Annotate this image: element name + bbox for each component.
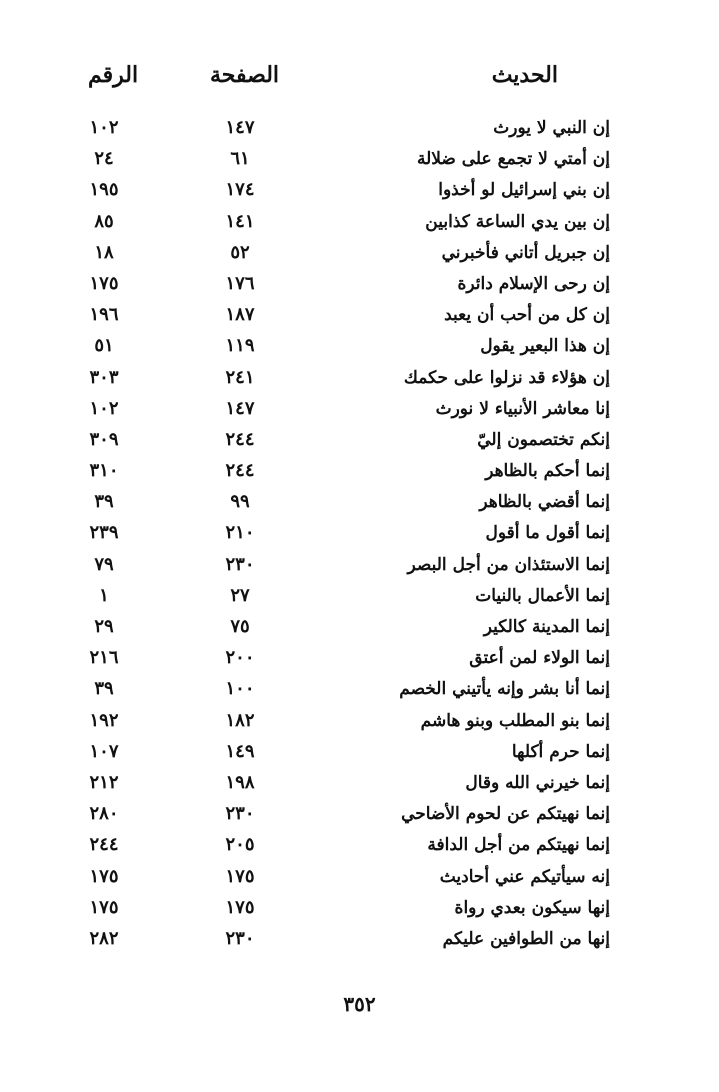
hadith-text: إن جبريل أتاني فأخبرني: [441, 242, 610, 263]
header-number: الرقم: [88, 62, 139, 88]
hadith-text: إنه سيأتيكم عني أحاديث: [439, 866, 610, 887]
table-row: [70, 332, 610, 363]
page-reference: ١٧٦: [225, 272, 255, 294]
table-row: [70, 800, 610, 831]
hadith-number: ٢٨٠: [89, 803, 119, 825]
hadith-number: ٢٨٢: [89, 927, 119, 949]
table-row: [70, 582, 610, 613]
page-reference: ٢٤٤: [225, 460, 255, 482]
hadith-number: ٣١٠: [89, 460, 119, 482]
table-row: [70, 675, 610, 706]
page-reference: ٢٤٤: [225, 428, 255, 450]
hadith-text: إن النبي لا يورث: [493, 118, 610, 138]
page-reference: ٢٣٠: [225, 553, 255, 575]
table-row: [70, 894, 610, 925]
table-row: [70, 707, 610, 738]
hadith-text: إنها سيكون بعدي رواة: [454, 897, 610, 918]
hadith-text: إن أمتي لا تجمع على ضلالة: [416, 149, 610, 170]
table-row: [70, 208, 610, 239]
page-reference: ٧٥: [230, 616, 250, 637]
hadith-text: إن كل من أحب أن يعبد: [444, 305, 610, 326]
page-reference: ١٧٥: [225, 896, 255, 918]
hadith-text: إنما أنا بشر وإنه يأتيني الخصم: [399, 679, 610, 700]
table-row: [70, 270, 610, 301]
hadith-number: ١٨: [94, 241, 114, 263]
hadith-text: إنما حرم أكلها: [511, 741, 610, 762]
hadith-number: ٢١٦: [89, 647, 119, 669]
hadith-number: ٢١٢: [89, 771, 119, 793]
hadith-number: ٢٩: [94, 616, 114, 637]
table-row: [70, 519, 610, 550]
page-reference: ٢٠٠: [225, 647, 255, 669]
hadith-number: ٣٠٩: [89, 428, 119, 450]
table-header: [70, 62, 610, 98]
page-reference: ٥٢: [230, 241, 250, 263]
hadith-text: إنما نهيتكم عن لحوم الأضاحي: [401, 804, 610, 825]
table-row: [70, 145, 610, 176]
table-row: [70, 831, 610, 862]
table-row: [70, 644, 610, 675]
hadith-text: إنما المدينة كالكير: [483, 617, 610, 637]
page-reference: ١٨٧: [225, 304, 255, 326]
hadith-number: ١٩٦: [89, 304, 119, 326]
page-reference: ١٧٥: [225, 865, 255, 887]
hadith-number: ١٩٥: [89, 179, 119, 201]
table-row: [70, 364, 610, 395]
hadith-number: ١٠٢: [89, 117, 119, 138]
page-reference: ١٤١: [225, 210, 255, 232]
hadith-text: إن بني إسرائيل لو أخذوا: [438, 180, 610, 201]
table-row: [70, 769, 610, 800]
page-number: ٣٥٢: [343, 992, 376, 1016]
hadith-number: ٢٤: [94, 148, 114, 170]
hadith-text: إنما بنو المطلب وبنو هاشم: [420, 710, 610, 731]
table-row: [70, 426, 610, 457]
page-reference: ١١٩: [225, 335, 255, 357]
hadith-text: إن هذا البعير يقول: [480, 336, 610, 357]
hadith-number: ١: [99, 584, 109, 606]
hadith-number: ١٧٥: [89, 272, 119, 294]
page-reference: ٢١٠: [225, 522, 255, 544]
page-reference: ١٤٧: [225, 117, 255, 138]
table-row: [70, 488, 610, 519]
page-reference: ٢٣٠: [225, 927, 255, 949]
table-row: [70, 925, 610, 956]
table-row: [70, 395, 610, 426]
hadith-number: ٧٩: [94, 553, 114, 575]
header-hadith: الحديث: [491, 62, 558, 88]
table-row: [70, 551, 610, 582]
hadith-text: إنما أقضي بالظاهر: [479, 492, 610, 513]
hadith-text: إنكم تختصمون إليّ: [477, 429, 610, 450]
hadith-text: إن بين يدي الساعة كذابين: [425, 211, 610, 232]
hadith-number: ١٠٧: [89, 740, 119, 762]
page-reference: ١٩٨: [225, 771, 255, 793]
page-reference: ٦١: [230, 148, 250, 170]
table-row: [70, 301, 610, 332]
page-reference: ١٨٢: [225, 709, 255, 731]
table-row: [70, 457, 610, 488]
hadith-number: ٥١: [94, 335, 114, 357]
table-row: [70, 176, 610, 207]
page-reference: ٢٤١: [225, 366, 255, 388]
hadith-text: إنما الولاء لمن أعتق: [469, 648, 610, 669]
page-reference: ٢٠٥: [225, 834, 255, 856]
page-reference: ٩٩: [230, 491, 250, 513]
page-reference: ١٠٠: [225, 678, 255, 700]
header-page: الصفحة: [210, 62, 280, 88]
hadith-number: ٣٩: [94, 678, 114, 700]
hadith-number: ٢٣٩: [89, 522, 119, 544]
hadith-number: ١٠٢: [89, 397, 119, 419]
page-reference: ١٤٧: [225, 397, 255, 419]
hadith-text: إنما نهيتكم من أجل الدافة: [427, 835, 610, 856]
hadith-text: إنما أحكم بالظاهر: [485, 461, 610, 482]
page-reference: ٢٧: [230, 584, 250, 606]
hadith-index-table: [70, 114, 610, 956]
hadith-number: ٣٩: [94, 491, 114, 513]
table-row: [70, 613, 610, 644]
hadith-text: إنما الاستئذان من أجل البصر: [407, 554, 610, 575]
hadith-text: إن هؤلاء قد نزلوا على حكمك: [403, 367, 610, 388]
hadith-number: ٢٤٤: [89, 834, 119, 856]
hadith-number: ١٧٥: [89, 865, 119, 887]
page-reference: ١٤٩: [225, 740, 255, 762]
hadith-text: إنما أقول ما أقول: [485, 523, 610, 544]
hadith-text: إنا معاشر الأنبياء لا نورث: [435, 398, 610, 419]
hadith-text: إنما خيرني الله وقال: [465, 772, 610, 793]
hadith-number: ٣٠٣: [89, 366, 119, 388]
table-row: [70, 738, 610, 769]
table-row: [70, 863, 610, 894]
page-reference: ١٧٤: [225, 179, 255, 201]
hadith-number: ١٩٢: [89, 709, 119, 731]
hadith-text: إنما الأعمال بالنيات: [475, 585, 610, 606]
hadith-text: إنها من الطوافين عليكم: [442, 928, 610, 949]
hadith-number: ١٧٥: [89, 896, 119, 918]
table-row: [70, 239, 610, 270]
page-reference: ٢٣٠: [225, 803, 255, 825]
hadith-text: إن رحى الإسلام دائرة: [457, 273, 610, 294]
table-row: [70, 114, 610, 145]
hadith-number: ٨٥: [94, 210, 114, 232]
